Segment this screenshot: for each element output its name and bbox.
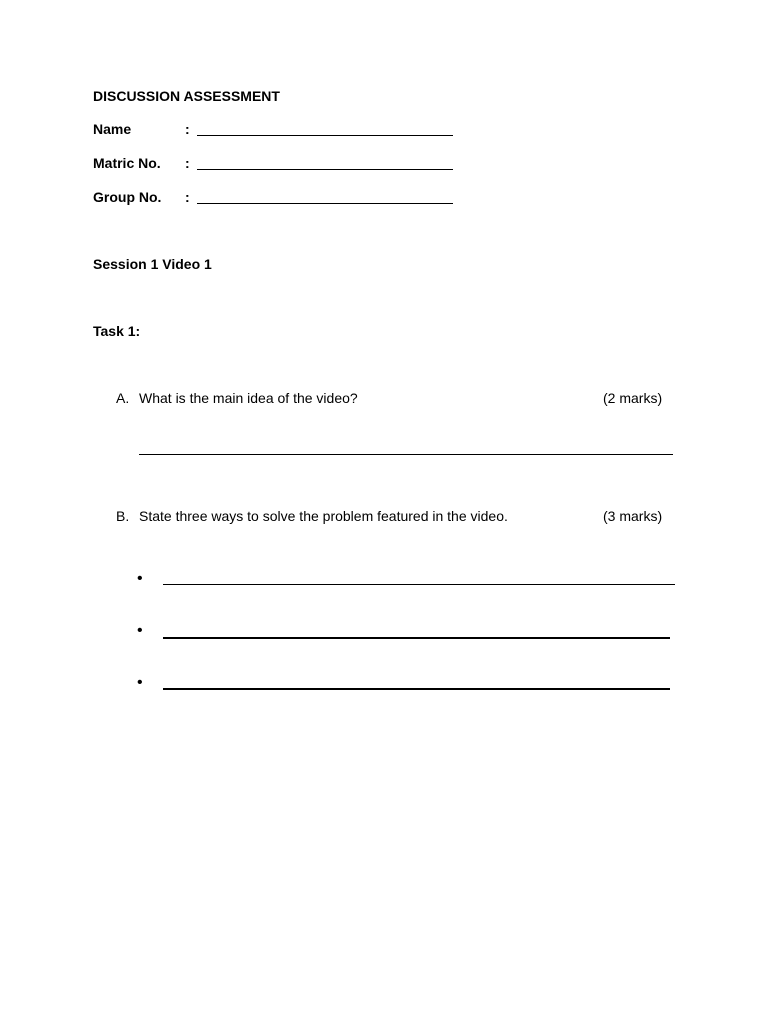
group-no-answer-line[interactable] <box>197 203 453 204</box>
bullet-3-answer-line[interactable] <box>163 688 670 690</box>
session-heading: Session 1 Video 1 <box>93 256 212 272</box>
bullet-2: • <box>137 622 143 639</box>
question-a-marks: (2 marks) <box>603 390 663 406</box>
matric-no-answer-line[interactable] <box>197 169 453 170</box>
bullet-3: • <box>137 674 143 691</box>
question-a-answer-line[interactable] <box>139 454 673 455</box>
question-b-text: State three ways to solve the problem featured in the video. <box>139 508 508 524</box>
group-no-label: Group No. <box>93 189 162 205</box>
bullet-2-answer-line[interactable] <box>163 637 670 639</box>
matric-no-label: Matric No. <box>93 155 161 171</box>
name-answer-line[interactable] <box>197 135 453 136</box>
question-b-letter: B. <box>116 508 130 524</box>
question-b-marks: (3 marks) <box>603 508 663 524</box>
group-no-colon: : <box>185 189 190 205</box>
bullet-1: • <box>137 570 143 587</box>
matric-no-colon: : <box>185 155 190 171</box>
name-label: Name <box>93 121 132 137</box>
question-a-letter: A. <box>116 390 130 406</box>
task-heading: Task 1: <box>93 323 141 339</box>
bullet-1-answer-line[interactable] <box>163 584 675 585</box>
question-a-text: What is the main idea of the video? <box>139 390 358 406</box>
document-title: DISCUSSION ASSESSMENT <box>93 88 280 104</box>
name-colon: : <box>185 121 190 137</box>
